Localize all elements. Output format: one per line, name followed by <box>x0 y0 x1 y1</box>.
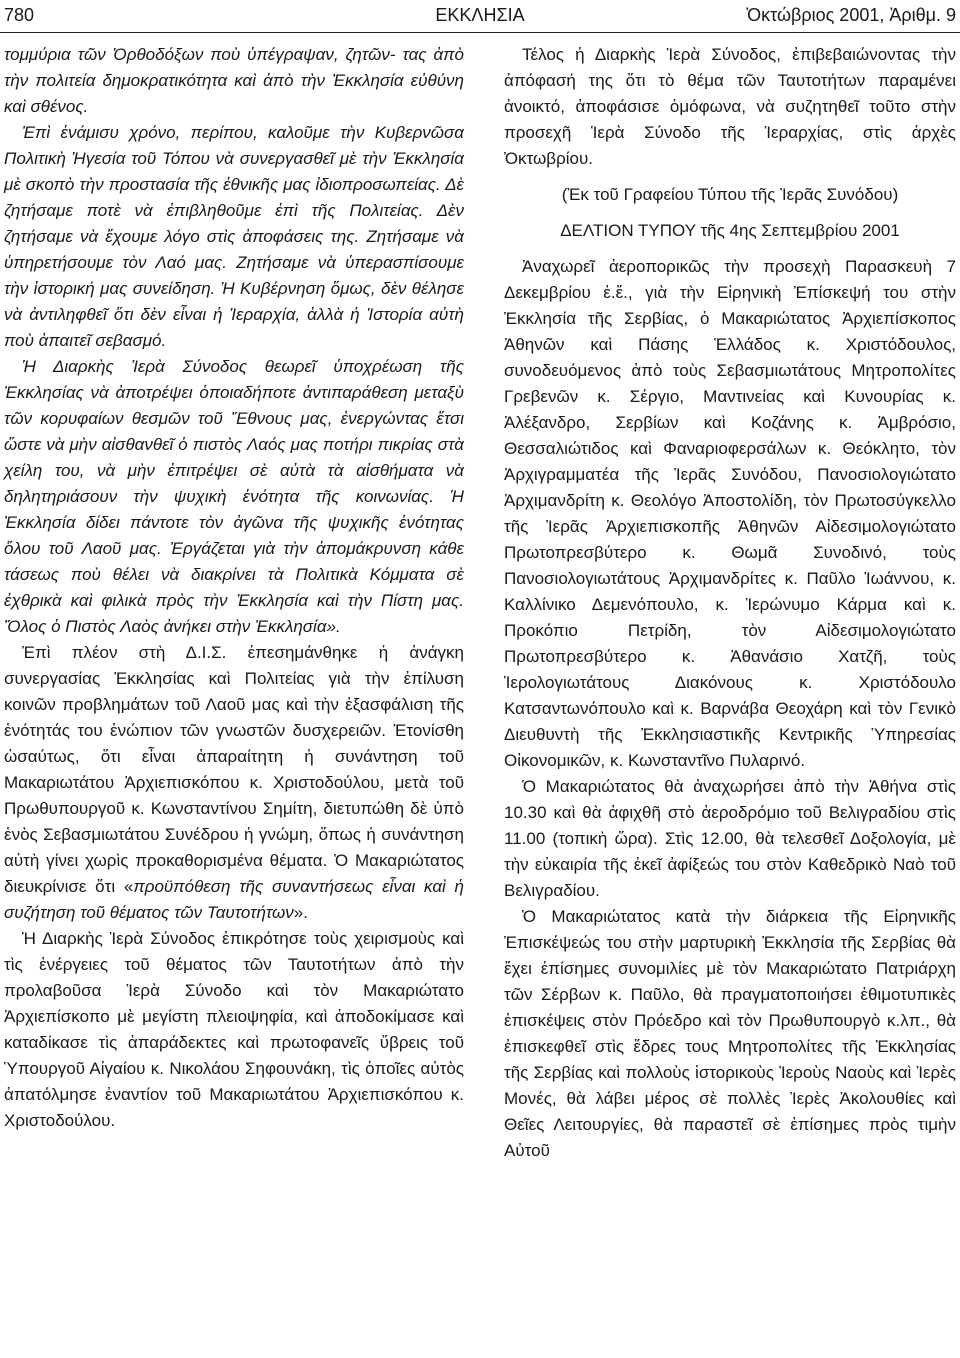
running-header <box>0 0 960 30</box>
right-paragraph-2: Ἀναχωρεῖ ἀεροπορικῶς τὴν προσεχὴ Παρασκευὴ 7 Δεκεμβρίου ἐ.ἔ., γιὰ τὴν Εἰρηνικὴ Ἐπίσκεψή του στὴν Ἐκκλησία τῆς Σερβίας, ὁ Μακαριώτατος Ἀρχιεπίσκοπος Ἀθηνῶν καὶ Πάσης Ἑλλάδος κ. Χριστόδουλος, συνοδευόμενος ἀπὸ τοὺς Σεβασμιωτάτους Μητροπολίτες Γρεβενῶν κ. Σέργιο, Μαντινείας καὶ Κυνουρίας κ. Ἀλέξανδρο, Σερβίων καὶ Κοζάνης κ. Ἀμβρόσιο, Θεσσαλιώτιδος καὶ Φαναριοφερσάλων κ. Θεόκλητο, τὸν Ἀρχιγραμματέα τῆς Ἱερᾶς Συνόδου, Πανοσιολογιώτατο Ἀρχιμανδρίτη κ. Θεολόγο Ἀποστολίδη, τὸν Πρωτοσύγκελλο τῆς Ἱερᾶς Ἀρχιεπισκοπῆς Ἀθηνῶν Αἰδεσιμολογιώτατο Πρωτοπρεσβύτερο κ. Θωμᾶ Συνοδινό, τοὺς Πανοσιολογιωτάτους Ἀρχιμανδρίτες κ. Παῦλο Ἰωάννου, κ. Καλλίνικο Δεμενόπουλο, κ. Ἱερώνυμο Κάρμα καὶ κ. Προκόπιο Πετρίδη, τὸν Αἰδεσιμολογιώτατο Πρωτοπρεσβύτερο κ. Ἀθανάσιο Χατζῆ, τοὺς Ἱερολογιωτάτους Διακόνους κ. Χριστόδουλο Κατσαντωνόπουλο καὶ κ. Βαρνάβα Θεοχάρη καὶ τὸν Γενικὸ Διευθυντὴ τῆς Ἐκκλησιαστικῆς Κεντρικῆς Ὑπηρεσίας Οἰκονομικῶν, κ. Κωνσταντῖνο Πυλαρινό. <box>504 257 956 770</box>
right-column <box>504 42 956 1164</box>
press-office-credit: (Ἐκ τοῦ Γραφείου Τύπου τῆς Ἱερᾶς Συνόδου) <box>561 185 899 204</box>
right-paragraph-1: Τέλος ἡ Διαρκὴς Ἱερὰ Σύνοδος, ἐπιβεβαιώνοντας τὴν ἀπόφασή της ὅτι τὸ θέμα τῶν Ταυτοτήτων παραμένει ἀνοικτό, ἀποφάσισε ὁμόφωνα, νὰ συζητηθεῖ τοῦτο στὴν προσεχῆ Ἱερὰ Σύνοδο τῆς Ἱεραρχίας, στὶς ἀρχὲς Ὀκτωβρίου. <box>504 45 956 168</box>
left-paragraph-3: Ἡ Διαρκὴς Ἱερὰ Σύνοδος θεωρεῖ ὑποχρέωση τῆς Ἐκκλησίας νὰ ἀποτρέψει ὁποιαδήποτε ἀντιπαράθεση μεταξὺ τῶν κορυφαίων θεσμῶν τοῦ Ἔθνους μας, ἐνεργώντας ἔτσι ὥστε νὰ μὴν αἰσθανθεῖ ὁ πιστὸς Λαός μας ποτήρι πικρίας στὰ χείλη του, νὰ μὴν ἐπιτρέψει σὲ αὐτὰ τὰ αἰσθήματα νὰ δηλητηριάσουν τὴν ψυχικὴ ἑνότητα τῆς κοινωνίας. Ἡ Ἐκκλησία δίδει πάντοτε τὸν ἀγῶνα τῆς ψυχικῆς ἑνότητας ὅλου τοῦ Λαοῦ μας. Ἐργάζεται γιὰ τὴν ἀπομάκρυνση κάθε τάσεως ποὺ θέλει νὰ διακρίνει τὰ Πολιτικὰ Κόμματα σὲ ἐχθρικὰ καὶ φιλικὰ πρὸς τὴν Ἐκκλησία καὶ τὴν Πίστη μας. Ὅλος ὁ Πιστὸς Λαὸς ἀνήκει στὴν Ἐκκλησία». <box>4 357 464 636</box>
left-paragraph-4-text: Ἐπὶ πλέον στὴ Δ.Ι.Σ. ἐπεσημάνθηκε ἡ ἀνάγκη συνεργασίας Ἐκκλησίας καὶ Πολιτείας γιὰ τὴν ἐπίλυση κοινῶν προβλημάτων τοῦ Λαοῦ μας καὶ τὴν ἐξασφάλιση τῆς ἑνότητάς του ἐνώπιον τῶν γνωστῶν δυσχερειῶν. Ἐτονίσθη ὡσαύτως, ὅτι εἶναι ἀπαραίτητη ἡ συνάντηση τοῦ Μακαριωτάτου Ἀρχιεπισκόπου κ. Χριστοδούλου, μετὰ τοῦ Πρωθυπουργοῦ κ. Κωνσταντίνου Σημίτη, διετυπώθη δὲ ὑπὸ ἑνὸς Σεβασμιωτάτου Συνέδρου ἡ γνώμη, ὅπως ἡ συνάντηση αὐτὴ γίνει χωρὶς προκαθορισμένα θέματα. Ὁ Μακαριώτατος διευκρίνισε ὅτι « <box>4 643 464 896</box>
journal-section-title: ΕΚΚΛΗΣΙΑ <box>435 5 525 25</box>
left-paragraph-5: Ἡ Διαρκὴς Ἱερὰ Σύνοδος ἐπικρότησε τοὺς χειρισμοὺς καὶ τὶς ἐνέργειες τοῦ θέματος τῶν Ταυτοτήτων ἀπὸ τὴν προλαβοῦσα Ἱερὰ Σύνοδο καὶ τὸν Μακαριώτατο Ἀρχιεπίσκοπο μὲ μεγίστη πλειοψηφία, καὶ ἀποδοκίμασε καὶ καταδίκασε τὶς ἀπαράδεκτες καὶ πρωτοφανεῖς ὕβρεις τοῦ Ὑπουργοῦ Αἰγαίου κ. Νικολάου Σηφουνάκη, τὶς ὁποῖες αὐτὸς ἀπατόλμησε ἐναντίον τοῦ Μακαριωτάτου Ἀρχιεπισκόπου κ. Χριστοδούλου. <box>4 929 464 1130</box>
left-paragraph-4-end: ». <box>293 903 308 922</box>
right-paragraph-4: Ὁ Μακαριώτατος κατὰ τὴν διάρκεια τῆς Εἰρηνικῆς Ἐπισκέψεώς του στὴν μαρτυρικὴ Ἐκκλησία τῆς Σερβίας θὰ ἔχει ἐπίσημες συνομιλίες μὲ τὸν Μακαριώτατο Πατριάρχη τῶν Σέρβων κ. Παῦλο, θὰ πραγματοποιήσει ἐθιμοτυπικὲς ἐπισκέψεις στὸν Πρόεδρο καὶ τὸν Πρωθυπουργὸ κ.λπ., θὰ ἐπισκεφθεῖ στὶς ἕδρες τους Μητροπολίτες τῆς Ἐκκλησίας τῆς Σερβίας καὶ πολλοὺς ἱστορικοὺς Ἱεροὺς Ναοὺς καὶ Ἱερὲς Μονές, θὰ λάβει μέρος σὲ πολλὲς Ἱερὲς Ἀκολουθίες καὶ Θεῖες Λειτουργίες, θὰ παραστεῖ σὲ ἐπίσημες πρὸς τιμὴν Αὐτοῦ <box>504 907 956 1160</box>
left-paragraph-1: τομμύρια τῶν Ὀρθοδόξων ποὺ ὑπέγραψαν, ζητῶν- τας ἀπὸ τὴν πολιτεία δημοκρατικότητα καὶ ἀπὸ τὴν Ἐκκλησία εὐθύνη καὶ σθένος. <box>4 45 464 116</box>
right-paragraph-3: Ὁ Μακαριώτατος θὰ ἀναχωρήσει ἀπὸ τὴν Ἀθήνα στὶς 10.30 καὶ θὰ ἀφιχθῆ στὸ ἀεροδρόμιο τοῦ Βελιγραδίου στὶς 11.00 (τοπικὴ ὥρα). Στὶς 12.00, θὰ τελεσθεῖ Δοξολογία, μὲ τὴν εὐκαιρία τῆς ἐκεῖ ἀφίξεώς του στὸν Καθεδρικὸ Ναὸ τοῦ Βελιγραδίου. <box>504 777 956 900</box>
issue-date: Ὀκτώβριος 2001, Ἀριθμ. 9 <box>746 5 956 25</box>
left-column <box>4 42 464 1134</box>
left-paragraph-4-quote: προϋπόθεση τῆς συναντήσεως εἶναι καὶ ἡ συζήτηση τοῦ θέματος τῶν Ταυτοτήτων <box>4 877 464 922</box>
page-number: 780 <box>4 5 35 25</box>
header-rule <box>0 32 960 33</box>
left-paragraph-4 <box>4 640 464 926</box>
left-paragraph-2: Ἐπὶ ἑνάμισυ χρόνο, περίπου, καλοῦμε τὴν Κυβερνῶσα Πολιτικὴ Ἡγεσία τοῦ Τόπου νὰ συνεργασθεῖ μὲ τὴν Ἐκκλησία μὲ σκοπὸ τὴν προστασία τῆς ἐθνικῆς μας ἰδιοπροσωπείας. Δὲ ζητήσαμε ποτὲ νὰ ἐπιβληθοῦμε ἐπὶ τῆς Πολιτείας. Δὲν ζητήσαμε νὰ ἔχουμε λόγο στὶς ἀποφάσεις της. Ζητήσαμε νὰ ὑπηρετήσουμε τὸν Λαό μας. Ζητήσαμε νὰ ὑπερασπίσουμε τὴν ἱστορική μας συνείδηση. Ἡ Κυβέρνηση ὅμως, δὲν θέλησε νὰ ἀντιληφθεῖ ὅτι δὲν εἶναι ἡ Ἱεραρχία, ἀλλὰ ἡ Ἱστορία αὐτὴ ποὺ ἀπαιτεῖ σεβασμό. <box>4 123 464 350</box>
press-bulletin-title: ΔΕΛΤΙΟΝ ΤΥΠΟΥ τῆς 4ης Σεπτεμβρίου 2001 <box>560 221 900 240</box>
